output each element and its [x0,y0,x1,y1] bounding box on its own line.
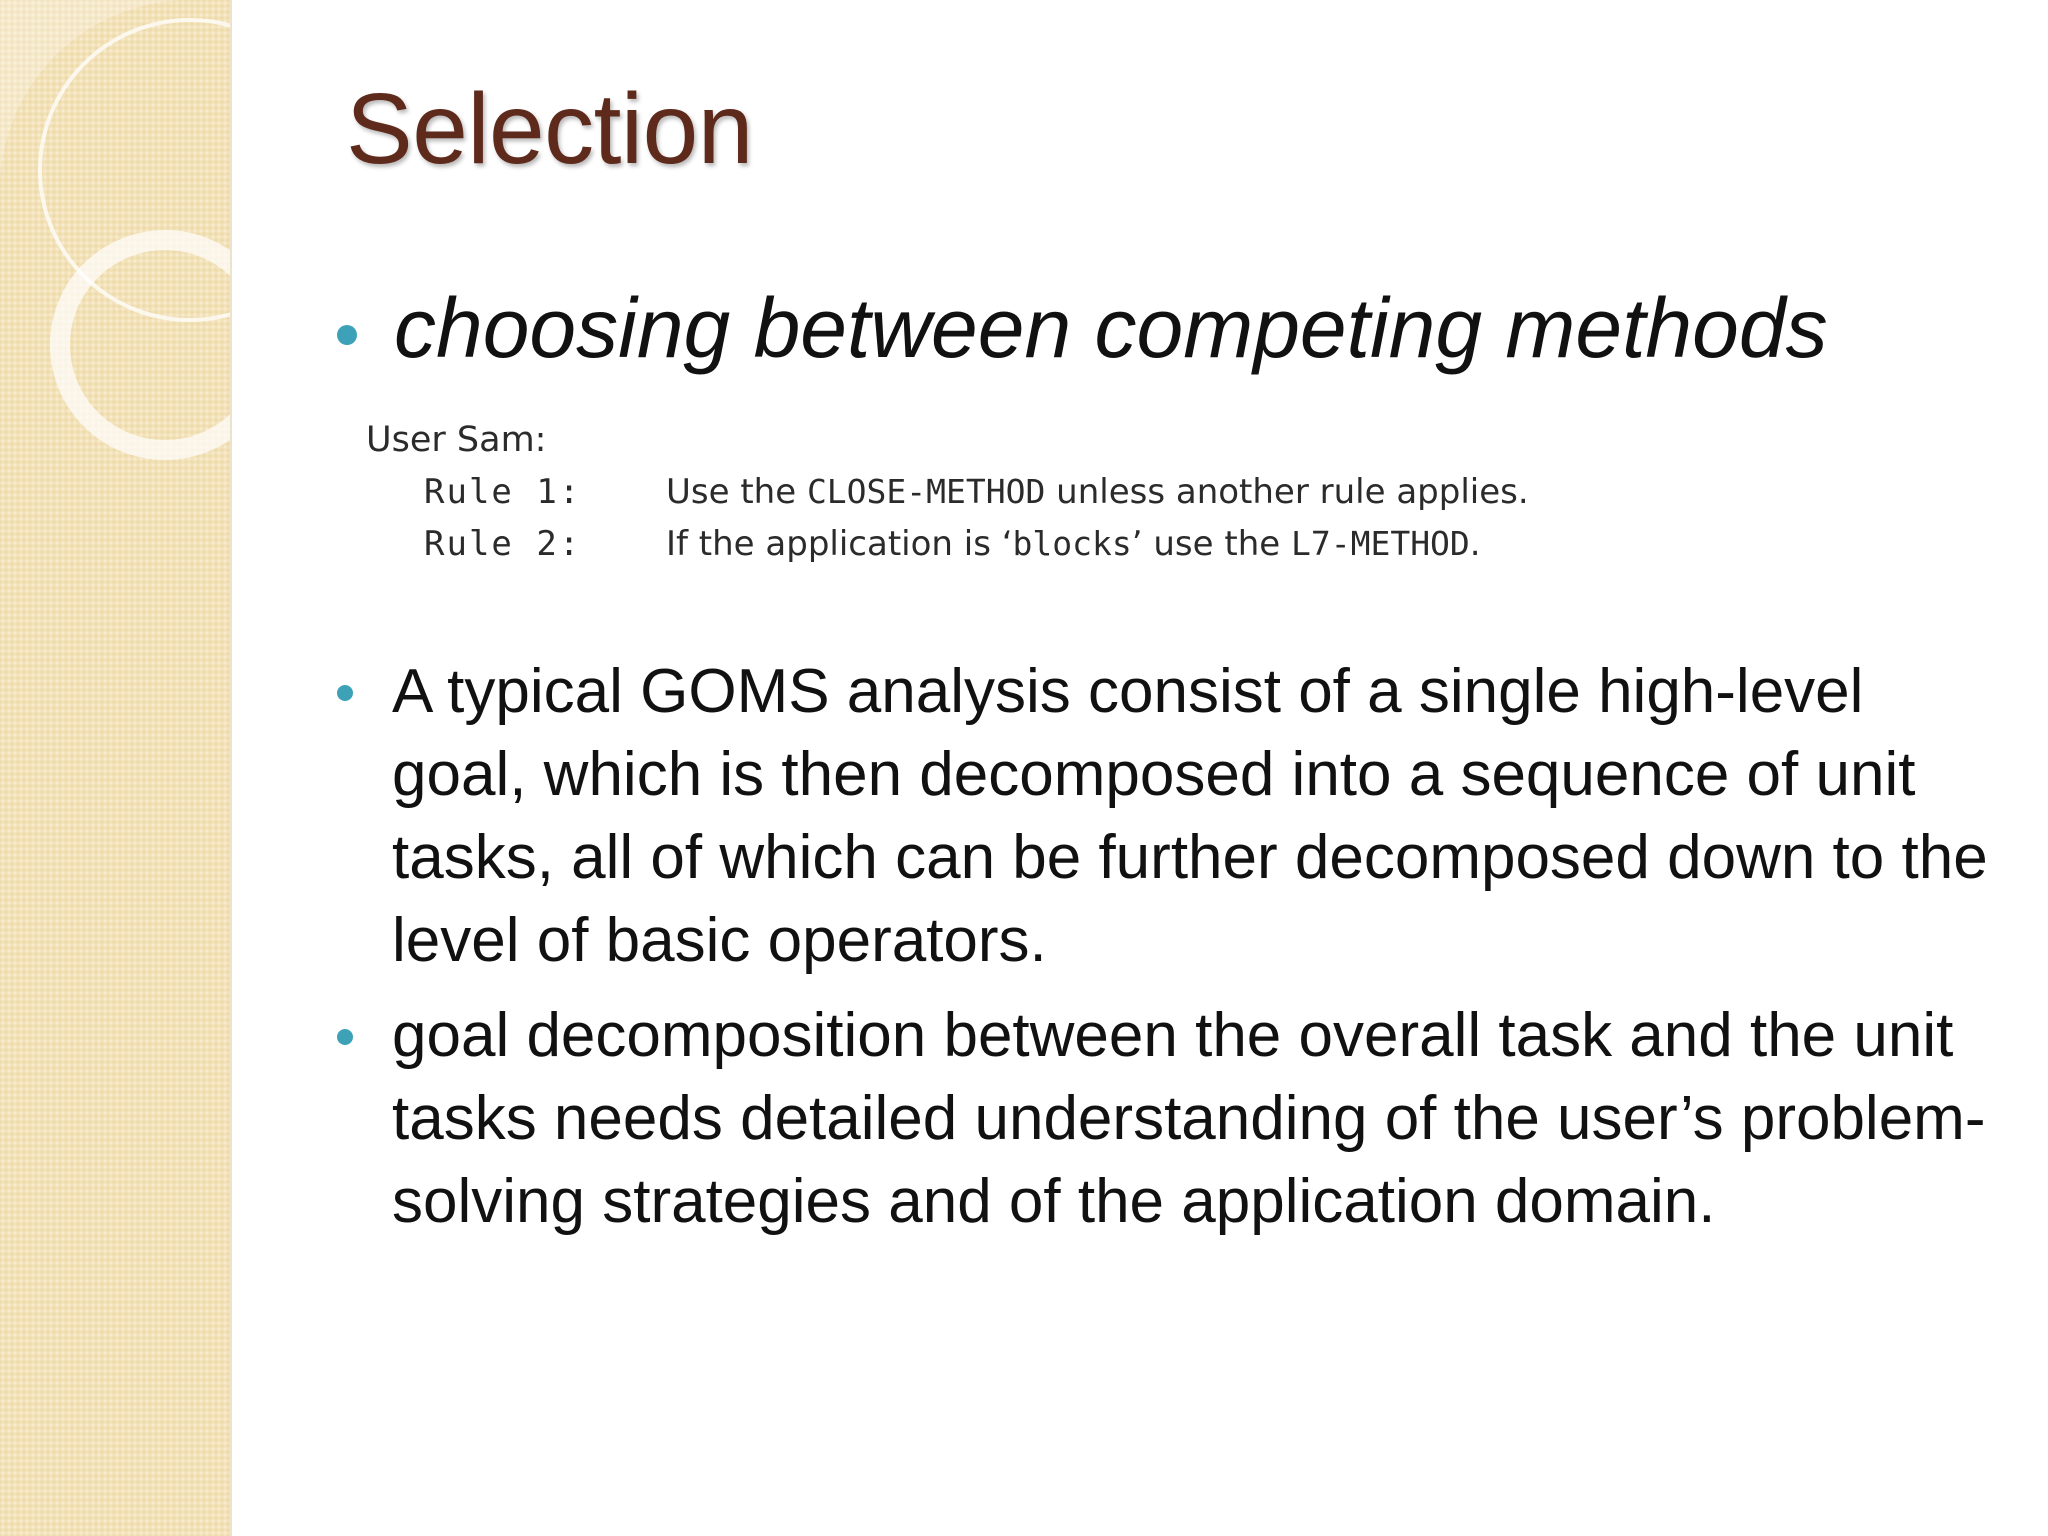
slide-title: Selection [346,73,753,185]
rule-method-name: CLOSE-METHOD [806,472,1046,511]
slide [230,0,2048,1536]
rule-text [666,524,1481,564]
rule-row-2 [424,518,1481,570]
rule-label: Rule 1: [424,472,582,512]
bullet-item-methods: choosing between competing methods [394,281,1828,375]
rule-text [666,472,1529,512]
rule-application-name: blocks [1012,524,1132,563]
bullet-dot-icon [337,685,353,701]
decorative-side-strip [0,0,232,1536]
bullet-item-goal-decomposition: goal decomposition between the overall task and the unit tasks needs detailed understanding of the user’s problem-solving strategies and of the application domain. [392,1001,1986,1236]
bullet-dot-icon [337,325,357,345]
rule-method-name: L7-METHOD [1290,524,1470,563]
rules-user-label: User Sam: [366,420,547,460]
rule-text-part: . [1469,524,1481,564]
bullet-item-goms-analysis: A typical GOMS analysis consist of a single high-level goal, which is then decomposed into a sequence of unit tasks, all of which can be further decomposed down to the level of basic operators. [392,657,1988,975]
bullet-dot-icon [337,1029,353,1045]
rules-figure [360,412,1900,602]
rule-label: Rule 2: [424,524,582,564]
rule-text-part: unless another rule applies. [1045,472,1529,512]
rule-text-part: ’ use the [1131,524,1291,564]
decorative-circles [0,0,230,1536]
rule-row-1 [424,466,1529,518]
rule-text-part: If the application is ‘ [666,524,1013,564]
rule-text-part: Use the [666,472,807,512]
